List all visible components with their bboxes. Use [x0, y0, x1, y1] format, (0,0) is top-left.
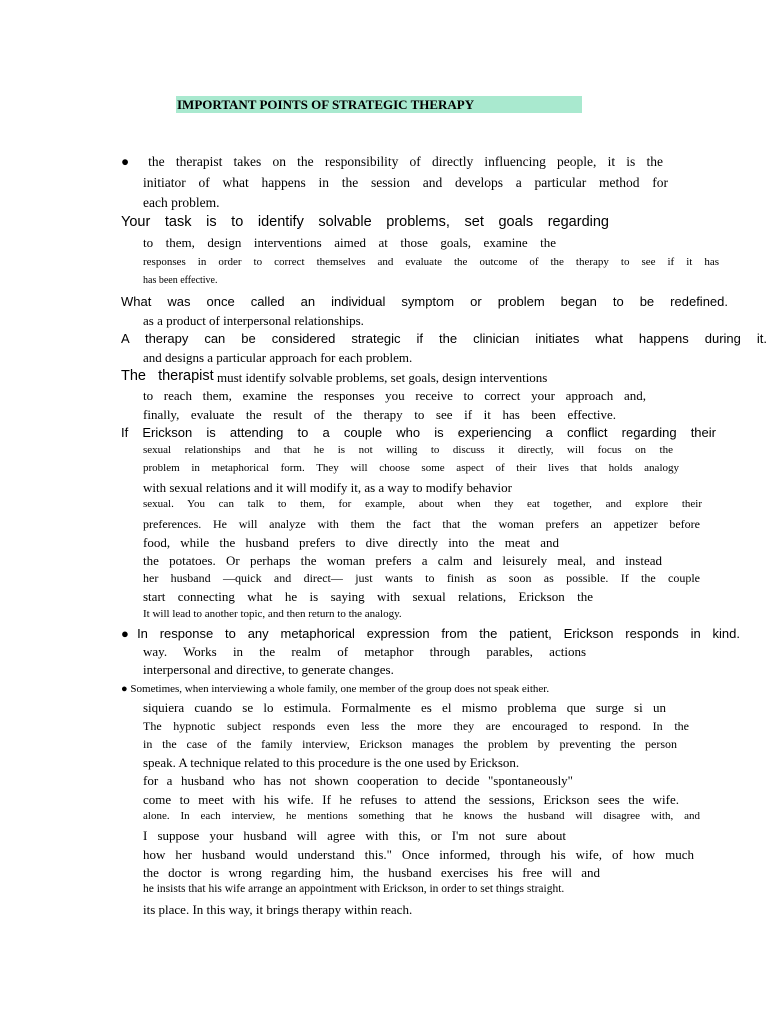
paragraph-line: alone. In each interview, he mentions something that he knows the husband will disagree with, and — [143, 810, 700, 822]
paragraph-line: in the case of the family interview, Erickson manages the problem by preventing the person — [143, 737, 677, 751]
paragraph-line: interpersonal and directive, to generate changes. — [143, 662, 394, 677]
paragraph-line: preferences. He will analyze with them the fact that the woman prefers an appetizer before — [143, 517, 700, 531]
paragraph-line: with sexual relations and it will modify it, as a way to modify behavior — [143, 480, 512, 495]
paragraph-line: for a husband who has not shown cooperation to decide "spontaneously" — [143, 773, 573, 788]
paragraph-line: its place. In this way, it brings therapy within reach. — [143, 902, 413, 917]
paragraph-line: finally, evaluate the result of the therapy to see if it has been effective. — [143, 407, 616, 422]
paragraph-line: each problem. — [143, 195, 220, 210]
paragraph-line: The therapist — [121, 368, 214, 384]
paragraph-line: and designs a particular approach for each problem. — [143, 350, 413, 365]
paragraph-line: ●In response to any metaphorical expression from the patient, Erickson responds in kind. — [121, 626, 740, 641]
paragraph-line: the potatoes. Or perhaps the woman prefers a calm and leisurely meal, and instead — [143, 553, 662, 568]
paragraph-line: It will lead to another topic, and then return to the analogy. — [143, 608, 402, 620]
paragraph-line: come to meet with his wife. If he refuses to attend the sessions, Erickson sees the wife. — [143, 792, 679, 807]
paragraph-line: her husband —quick and direct— just wants to finish as soon as possible. If the couple — [143, 571, 700, 585]
paragraph-line: as a product of interpersonal relationships. — [143, 313, 364, 328]
paragraph-line: speak. A technique related to this procedure is the one used by Erickson. — [143, 755, 520, 770]
paragraph-line: A therapy can be considered strategic if the clinician initiates what happens during it. — [121, 331, 767, 346]
paragraph-line: What was once called an individual symptom or problem began to be redefined. — [121, 294, 728, 309]
paragraph-line: responses in order to correct themselves and evaluate the outcome of the therapy to see if it has — [143, 256, 719, 268]
paragraph-line: way. Works in the realm of metaphor through parables, actions — [143, 644, 586, 659]
paragraph-line: he insists that his wife arrange an appointment with Erickson, in order to set things straight. — [143, 883, 565, 895]
paragraph-line: has been effective. — [143, 275, 218, 286]
paragraph-line: problem in metaphorical form. They will choose some aspect of their lives that holds analogy — [143, 462, 679, 474]
paragraph-line: I suppose your husband will agree with this, or I'm not sure about — [143, 828, 566, 843]
paragraph-line: siquiera cuando se lo estimula. Formalmente es el mismo problema que surge si un — [143, 700, 666, 715]
paragraph-line: food, while the husband prefers to dive directly into the meat and — [143, 535, 559, 550]
paragraph-line: The hypnotic subject responds even less the more they are encouraged to respond. In the — [143, 719, 689, 733]
paragraph-line: ● Sometimes, when interviewing a whole family, one member of the group does not speak either. — [121, 683, 550, 695]
paragraph-line: sexual. You can talk to them, for example, about when they eat together, and explore their — [143, 498, 702, 510]
paragraph-line: the doctor is wrong regarding him, the husband exercises his free will and — [143, 865, 600, 880]
paragraph-line: to reach them, examine the responses you receive to correct your approach and, — [143, 388, 646, 403]
paragraph-line: initiator of what happens in the session and develops a particular method for — [143, 175, 668, 190]
paragraph-line: ● the therapist takes on the responsibility of directly influencing people, it is the — [121, 154, 663, 169]
paragraph-line: how her husband would understand this." Once informed, through his wife, of how much — [143, 847, 694, 862]
paragraph-line: Your task is to identify solvable problems, set goals regarding — [121, 214, 609, 230]
paragraph-line: to them, design interventions aimed at those goals, examine the — [143, 235, 556, 250]
document-title: IMPORTANT POINTS OF STRATEGIC THERAPY — [176, 96, 582, 113]
paragraph-line: start connecting what he is saying with sexual relations, Erickson the — [143, 589, 593, 604]
paragraph-line: sexual relationships and that he is not willing to discuss it directly, will focus on the — [143, 444, 673, 456]
paragraph-line: must identify solvable problems, set goals, design interventions — [217, 370, 548, 385]
paragraph-line: If Erickson is attending to a couple who is experiencing a conflict regarding their — [121, 425, 716, 440]
